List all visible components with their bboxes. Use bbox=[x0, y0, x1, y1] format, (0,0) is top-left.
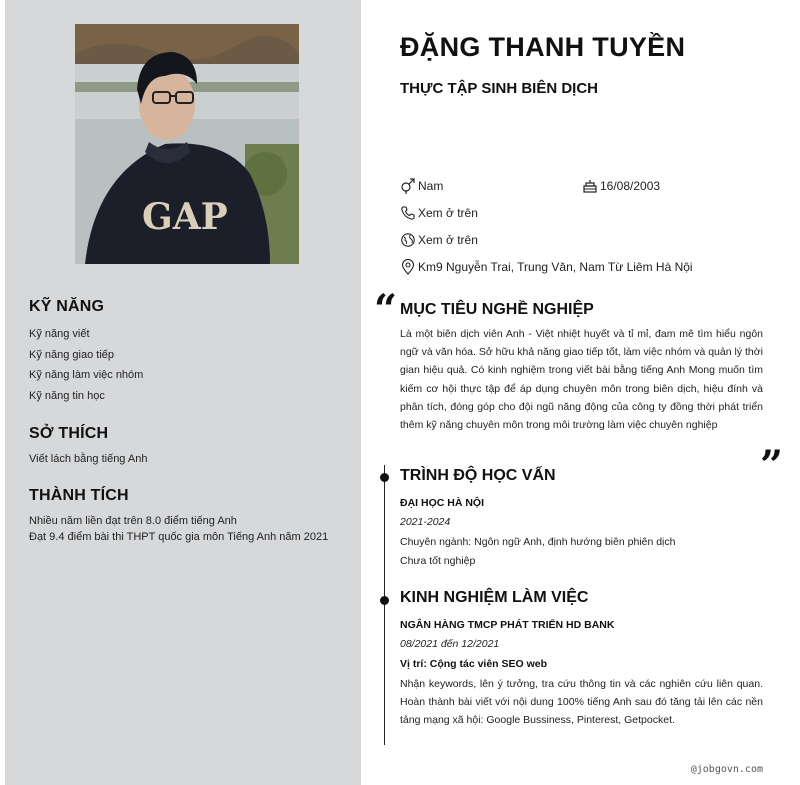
website-value: Xem ở trên bbox=[418, 233, 478, 247]
education-title: TRÌNH ĐỘ HỌC VẤN bbox=[400, 467, 556, 484]
achievements-section bbox=[29, 487, 349, 545]
experience-description: Nhận keywords, lên ý tưởng, tra cứu thông tin và các nghiên cứu liên quan. Hoàn thành bài viết với nội dung 100% tiếng Anh sau đó tăng tải lên các nền tảng mạng xã hội: Google Bussiness, Pinterest, Getpocket. bbox=[400, 678, 763, 727]
company-name: NGÂN HÀNG TMCP PHÁT TRIỂN HD BANK bbox=[400, 619, 615, 631]
svg-text:GAP: GAP bbox=[142, 196, 228, 238]
skill-item: Kỹ năng làm việc nhóm bbox=[29, 369, 144, 381]
address-value: Km9 Nguyễn Trai, Trung Văn, Nam Từ Liêm Hà Nội bbox=[418, 260, 693, 274]
skills-title: KỸ NĂNG bbox=[29, 298, 105, 315]
phone-row bbox=[400, 205, 478, 221]
phone-value: Xem ở trên bbox=[418, 206, 478, 220]
objective-title: MỤC TIÊU NGHỀ NGHIỆP bbox=[400, 301, 594, 318]
gender-icon bbox=[400, 178, 416, 194]
profile-photo bbox=[75, 24, 299, 264]
objective-text: Là một biên dịch viên Anh - Việt nhiệt huyết và tỉ mỉ, đam mê tìm hiểu ngôn ngữ và văn hóa. Sở hữu khả năng giao tiếp tốt, làm việc nhóm và quản lý thời gian hiệu quả. Có kinh nghiệm trong viết bài bằng tiếng Anh Mong muốn tìm kiếm cơ hội thực tập để áp dụng chuyên môn trong biên dịch, hiệu đính và phân tích, đóng góp cho đội ngũ năng động của công ty đồng thời phát triển thêm kỹ năng chuyên môn trong môi trường làm việc chuyên nghiệp bbox=[400, 328, 763, 432]
sidebar bbox=[5, 0, 361, 785]
achievement-item: Nhiều năm liền đạt trên 8.0 điểm tiếng Anh bbox=[29, 515, 237, 527]
school-name: ĐẠI HỌC HÀ NỘI bbox=[400, 497, 484, 509]
skills-section bbox=[29, 298, 349, 406]
globe-icon bbox=[400, 232, 416, 248]
gender-row bbox=[400, 178, 443, 194]
timeline-line bbox=[384, 465, 385, 745]
education-major: Chuyên ngành: Ngôn ngữ Anh, định hướng biên phiên dịch bbox=[400, 536, 676, 548]
hobbies-title: SỞ THÍCH bbox=[29, 425, 109, 442]
achievements-title: THÀNH TÍCH bbox=[29, 487, 129, 504]
skill-item: Kỹ năng viết bbox=[29, 328, 90, 340]
website-row bbox=[400, 232, 478, 248]
hobby-item: Viết lách bằng tiếng Anh bbox=[29, 453, 148, 465]
timeline-dot bbox=[380, 473, 389, 482]
experience-period: 08/2021 đến 12/2021 bbox=[400, 638, 500, 650]
quote-open-icon: “ bbox=[374, 286, 398, 333]
experience-title: KINH NGHIỆM LÀM VIỆC bbox=[400, 589, 589, 606]
quote-close-icon: ” bbox=[760, 442, 784, 489]
birthday-value: 16/08/2003 bbox=[600, 179, 661, 193]
phone-icon bbox=[400, 205, 416, 221]
watermark: @jobgovn.com bbox=[690, 764, 763, 775]
candidate-role: THỰC TẬP SINH BIÊN DỊCH bbox=[400, 80, 599, 97]
timeline-dot bbox=[380, 596, 389, 605]
birthday-row bbox=[582, 178, 660, 194]
skill-item: Kỹ năng giao tiếp bbox=[29, 348, 115, 361]
achievement-item: Đạt 9.4 điểm bài thi THPT quốc gia môn Tiếng Anh năm 2021 bbox=[29, 531, 329, 543]
address-row bbox=[400, 259, 693, 275]
cake-icon bbox=[582, 178, 598, 194]
skill-item: Kỹ năng tin học bbox=[29, 389, 105, 402]
candidate-name: ĐẶNG THANH TUYỀN bbox=[400, 32, 686, 62]
education-period: 2021-2024 bbox=[400, 516, 451, 528]
experience-position: Vị trí: Cộng tác viên SEO web bbox=[400, 658, 548, 670]
map-pin-icon bbox=[400, 259, 416, 275]
education-status: Chưa tốt nghiệp bbox=[400, 555, 476, 567]
gender-value: Nam bbox=[418, 179, 444, 193]
hobbies-section bbox=[29, 425, 349, 467]
